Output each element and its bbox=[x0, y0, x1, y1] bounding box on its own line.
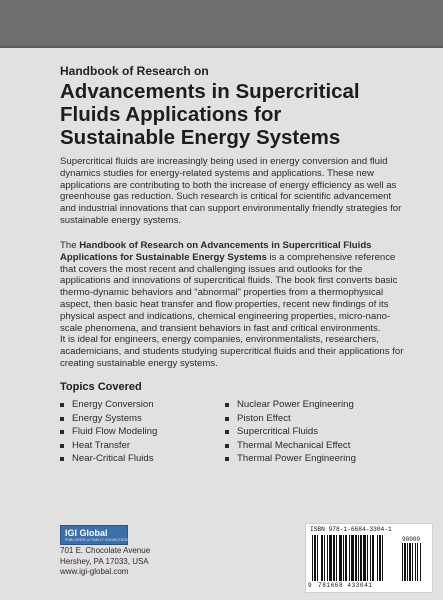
barcode-bar bbox=[358, 535, 359, 581]
topic-label: Fluid Flow Modeling bbox=[72, 426, 158, 438]
barcode-addon-bar bbox=[420, 543, 421, 581]
book-title bbox=[60, 80, 420, 149]
paragraph-line: creating sustainable energy systems. bbox=[60, 357, 218, 369]
intro-paragraph bbox=[60, 156, 400, 227]
topic-label: Near-Critical Fluids bbox=[72, 453, 154, 465]
publisher-tagline: PUBLISHER of TIMELY KNOWLEDGE bbox=[65, 538, 129, 542]
barcode-bar bbox=[317, 535, 318, 581]
paragraph-line: thermo-dynamic behaviors and “abnormal” properties from a thermophysical bbox=[60, 287, 384, 299]
publisher-address bbox=[60, 546, 150, 578]
top-band-edge bbox=[0, 46, 443, 48]
barcode-bar bbox=[349, 535, 350, 581]
publisher-logo bbox=[60, 525, 128, 545]
paragraph-line: applications and innovations of supercritical fluids. The book first converts basic bbox=[60, 275, 398, 287]
topic-item bbox=[225, 452, 356, 466]
barcode-addon-bar bbox=[404, 543, 406, 581]
address-line: www.igi-global.com bbox=[60, 567, 129, 577]
barcode-bar bbox=[363, 535, 366, 581]
barcode-bar bbox=[336, 535, 337, 581]
barcode-bar bbox=[329, 535, 332, 581]
title-line: Fluids Applications for bbox=[60, 103, 282, 126]
topic-item bbox=[225, 425, 356, 439]
paragraph-line: It is ideal for engineers, energy companies, environmentalists, researchers, bbox=[60, 334, 379, 346]
isbn-label bbox=[310, 526, 392, 533]
barcode-bar bbox=[321, 535, 323, 581]
topic-label: Energy Conversion bbox=[72, 399, 154, 410]
topics-list-left bbox=[60, 398, 157, 466]
topic-label: Heat Transfer bbox=[72, 439, 131, 451]
barcode-bar bbox=[339, 535, 342, 581]
topic-label: Thermal Mechanical Effect bbox=[237, 439, 351, 451]
description-paragraph bbox=[60, 240, 404, 370]
paragraph-line bbox=[60, 240, 400, 252]
paragraph-line bbox=[60, 252, 400, 264]
bullet-icon bbox=[60, 417, 64, 421]
topic-item bbox=[60, 412, 157, 426]
barcode-bar bbox=[312, 535, 313, 581]
paragraph-line: physical aspect and indications, chemical engineering properties, micro-nano- bbox=[60, 310, 391, 322]
topic-item bbox=[60, 439, 157, 453]
paragraph-line: scale phenomena, and transient behaviors in fast and critical environments. bbox=[60, 322, 381, 334]
topic-item bbox=[225, 412, 356, 426]
barcode-bar bbox=[345, 535, 347, 581]
publisher-logo-text: IGI Global bbox=[65, 528, 108, 538]
paragraph-line: academicians, and students studying supercritical fluids and their applications for bbox=[60, 346, 404, 358]
barcode-addon-bar bbox=[415, 543, 416, 581]
barcode-addon-bar bbox=[402, 543, 403, 581]
isbn-barcode bbox=[305, 523, 433, 593]
topic-label: Thermal Power Engineering bbox=[237, 453, 356, 465]
bullet-icon bbox=[225, 430, 229, 434]
barcode-bar bbox=[324, 535, 325, 581]
bullet-icon bbox=[60, 403, 64, 407]
topic-label: Supercritical Fluids bbox=[237, 426, 319, 438]
barcode-bar bbox=[351, 535, 354, 581]
barcode-addon-digits: 90000 bbox=[402, 536, 421, 543]
topic-item bbox=[225, 439, 356, 453]
barcode-bar bbox=[343, 535, 344, 581]
barcode-addon-bar bbox=[417, 543, 418, 581]
barcode-bar bbox=[367, 535, 368, 581]
paragraph-line: aspect, then basic heat transfer and flow properties, recent new findings of its bbox=[60, 298, 389, 310]
barcode-addon-bar bbox=[412, 543, 413, 581]
paragraph-line: Supercritical fluids are increasingly being used in energy conversion and fluid bbox=[60, 156, 388, 167]
book-title-inline: Applications for Sustainable Energy Systems bbox=[60, 251, 267, 263]
book-title-inline: Handbook of Research on Advancements in Supercritical Fluids bbox=[79, 240, 372, 251]
barcode-bar bbox=[360, 535, 362, 581]
paragraph-line: dynamics studies for energy-related systems and applications. These new bbox=[60, 167, 374, 179]
barcode-bar bbox=[327, 535, 328, 581]
paragraph-line: that covers the most recent and challenging issues and outlooks for the bbox=[60, 263, 363, 275]
topic-label: Piston Effect bbox=[237, 412, 291, 424]
topic-label: Nuclear Power Engineering bbox=[237, 399, 354, 410]
topics-heading: Topics Covered bbox=[60, 381, 142, 393]
barcode-bar bbox=[379, 535, 381, 581]
barcode-bar bbox=[382, 535, 383, 581]
bullet-icon bbox=[60, 457, 64, 461]
barcode-lead-digit: 9 bbox=[308, 582, 312, 589]
paragraph-text: is a comprehensive reference bbox=[266, 251, 396, 263]
barcode-bar bbox=[333, 535, 335, 581]
topic-item bbox=[60, 452, 157, 466]
paragraph-line: and industrial innovations that can support environmentally friendly strategies for bbox=[60, 203, 402, 215]
barcode-bar bbox=[372, 535, 374, 581]
pre-title: Handbook of Research on bbox=[60, 64, 209, 78]
barcode-bar bbox=[377, 535, 378, 581]
address-line: 701 E. Chocolate Avenue bbox=[60, 546, 151, 555]
title-line: Sustainable Energy Systems bbox=[60, 126, 341, 149]
top-band bbox=[0, 0, 443, 46]
bullet-icon bbox=[225, 417, 229, 421]
topic-label: Energy Systems bbox=[72, 412, 142, 424]
barcode-bar bbox=[314, 535, 316, 581]
topic-item bbox=[225, 398, 356, 412]
paragraph-line: sustainable energy systems. bbox=[60, 214, 182, 226]
barcode-addon-bar bbox=[409, 543, 411, 581]
bullet-icon bbox=[225, 444, 229, 448]
barcode-bar bbox=[355, 535, 357, 581]
barcode-bar bbox=[370, 535, 371, 581]
barcode-bars bbox=[310, 535, 430, 581]
title-line: Advancements in Supercritical bbox=[60, 80, 360, 103]
address-line: Hershey, PA 17033, USA bbox=[60, 556, 149, 566]
barcode-addon-bar bbox=[407, 543, 408, 581]
paragraph-line: applications are contributing to both the increase of energy efficiency as well as bbox=[60, 179, 397, 191]
paragraph-line: greenhouse gas reduction. Such research is critical for scientific advancement bbox=[60, 191, 392, 203]
barcode-digits: 781668 433041 bbox=[318, 582, 373, 589]
isbn-text: ISBN 978-1-6684-3304-1 bbox=[310, 526, 392, 533]
paragraph-text: The bbox=[60, 240, 80, 251]
bullet-icon bbox=[225, 457, 229, 461]
bullet-icon bbox=[60, 430, 64, 434]
topic-item bbox=[60, 398, 157, 412]
bullet-icon bbox=[225, 403, 229, 407]
topics-list-right bbox=[225, 398, 356, 466]
bullet-icon bbox=[60, 444, 64, 448]
topic-item bbox=[60, 425, 157, 439]
